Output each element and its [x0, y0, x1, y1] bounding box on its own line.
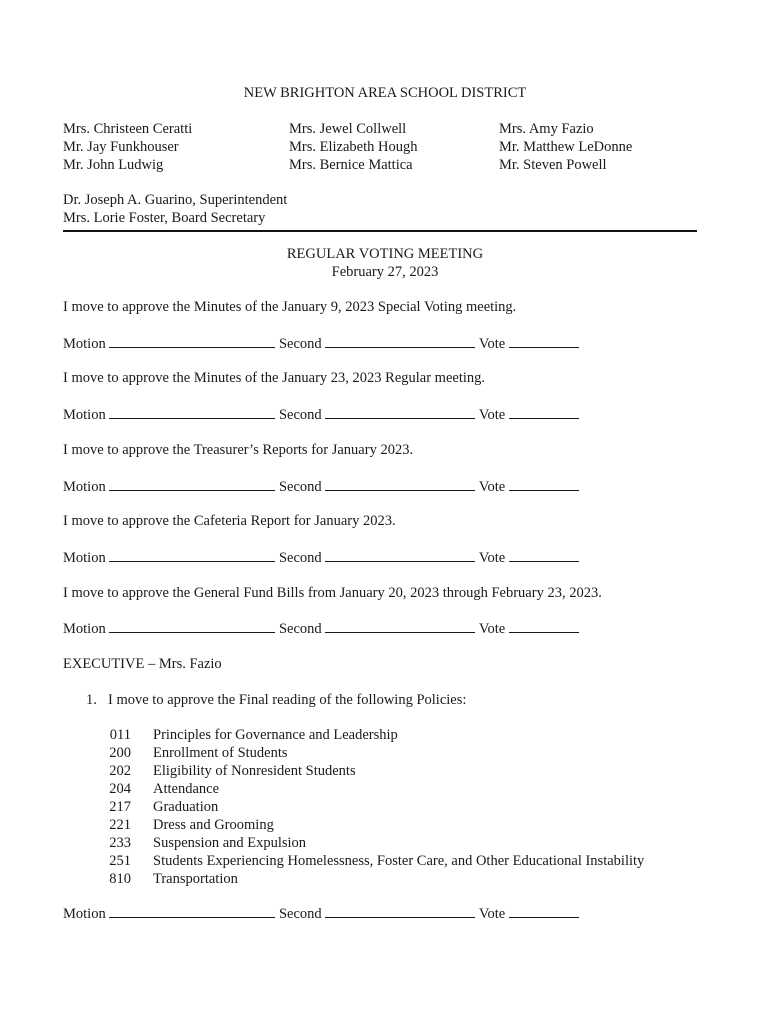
policy-title: Graduation [153, 799, 219, 815]
motion-label: Motion [63, 906, 106, 922]
policy-title: Eligibility of Nonresident Students [153, 763, 356, 779]
motion-text: I move to approve the Minutes of the January 9, 2023 Special Voting meeting. [63, 299, 517, 315]
vote-blank[interactable] [509, 619, 579, 633]
vote-label: Vote [478, 550, 506, 566]
vote-label: Vote [478, 906, 506, 922]
second-label: Second [278, 336, 322, 352]
motion-text: I move to approve the General Fund Bills from January 20, 2023 through February 23, 2023. [63, 585, 602, 601]
board-member: Mrs. Christeen Ceratti [63, 121, 193, 137]
motion-text: I move to approve the Treasurer’s Reports for January 2023. [63, 442, 414, 458]
vote-blank[interactable] [509, 477, 579, 491]
meeting-date: February 27, 2023 [331, 264, 439, 280]
motion-label: Motion [63, 407, 106, 423]
vote-label: Vote [478, 336, 506, 352]
second-label: Second [278, 479, 322, 495]
motion-text: I move to approve the Minutes of the January 23, 2023 Regular meeting. [63, 370, 486, 386]
policy-title: Suspension and Expulsion [153, 835, 307, 851]
policy-number: 810 [109, 871, 131, 887]
motion-blank[interactable] [109, 477, 275, 491]
list-item-text: I move to approve the Final reading of the following Policies: [108, 692, 467, 708]
board-member: Mr. Steven Powell [499, 157, 607, 173]
motion-blank[interactable] [109, 619, 275, 633]
board-member: Mrs. Jewel Collwell [289, 121, 407, 137]
header-divider [63, 230, 697, 232]
vote-label: Vote [478, 621, 506, 637]
board-member: Mrs. Bernice Mattica [289, 157, 413, 173]
motion-blank[interactable] [109, 548, 275, 562]
motion-signoff-line [63, 904, 579, 923]
motion-label: Motion [63, 621, 106, 637]
policy-number: 233 [109, 835, 131, 851]
motion-label: Motion [63, 336, 106, 352]
policy-title: Principles for Governance and Leadership [153, 727, 398, 743]
executive-heading: EXECUTIVE – Mrs. Fazio [63, 656, 222, 672]
second-blank[interactable] [325, 405, 475, 419]
motion-label: Motion [63, 550, 106, 566]
motion-blank[interactable] [109, 334, 275, 348]
policy-number: 217 [109, 799, 131, 815]
policy-number: 204 [109, 781, 131, 797]
second-label: Second [278, 407, 322, 423]
vote-blank[interactable] [509, 548, 579, 562]
second-blank[interactable] [325, 904, 475, 918]
meeting-title: REGULAR VOTING MEETING [286, 246, 484, 262]
motion-blank[interactable] [109, 405, 275, 419]
policy-number: 011 [109, 727, 131, 743]
second-label: Second [278, 550, 322, 566]
motion-blank[interactable] [109, 904, 275, 918]
vote-label: Vote [478, 407, 506, 423]
motion-label: Motion [63, 479, 106, 495]
vote-blank[interactable] [509, 904, 579, 918]
motion-signoff-line [63, 477, 579, 496]
policy-number: 202 [109, 763, 131, 779]
motion-signoff-line [63, 619, 579, 638]
policy-title: Students Experiencing Homelessness, Foster Care, and Other Educational Instability [153, 853, 645, 869]
vote-label: Vote [478, 479, 506, 495]
policy-number: 251 [109, 853, 131, 869]
secretary-line: Mrs. Lorie Foster, Board Secretary [63, 210, 266, 226]
second-label: Second [278, 621, 322, 637]
board-member: Mr. Jay Funkhouser [63, 139, 179, 155]
second-blank[interactable] [325, 334, 475, 348]
second-label: Second [278, 906, 322, 922]
board-member: Mrs. Amy Fazio [499, 121, 594, 137]
board-member: Mr. Matthew LeDonne [499, 139, 633, 155]
motion-signoff-line [63, 405, 579, 424]
motion-signoff-line [63, 548, 579, 567]
policy-title: Transportation [153, 871, 238, 887]
policy-number: 200 [109, 745, 131, 761]
policy-title: Enrollment of Students [153, 745, 288, 761]
district-title: NEW BRIGHTON AREA SCHOOL DISTRICT [243, 85, 527, 101]
board-member: Mr. John Ludwig [63, 157, 164, 173]
motion-signoff-line [63, 334, 579, 353]
motion-text: I move to approve the Cafeteria Report for January 2023. [63, 513, 396, 529]
policy-title: Attendance [153, 781, 220, 797]
second-blank[interactable] [325, 477, 475, 491]
superintendent-line: Dr. Joseph A. Guarino, Superintendent [63, 192, 288, 208]
board-member: Mrs. Elizabeth Hough [289, 139, 418, 155]
policy-number: 221 [109, 817, 131, 833]
vote-blank[interactable] [509, 405, 579, 419]
vote-blank[interactable] [509, 334, 579, 348]
list-item-number: 1. [86, 692, 97, 708]
second-blank[interactable] [325, 619, 475, 633]
second-blank[interactable] [325, 548, 475, 562]
policy-title: Dress and Grooming [153, 817, 274, 833]
